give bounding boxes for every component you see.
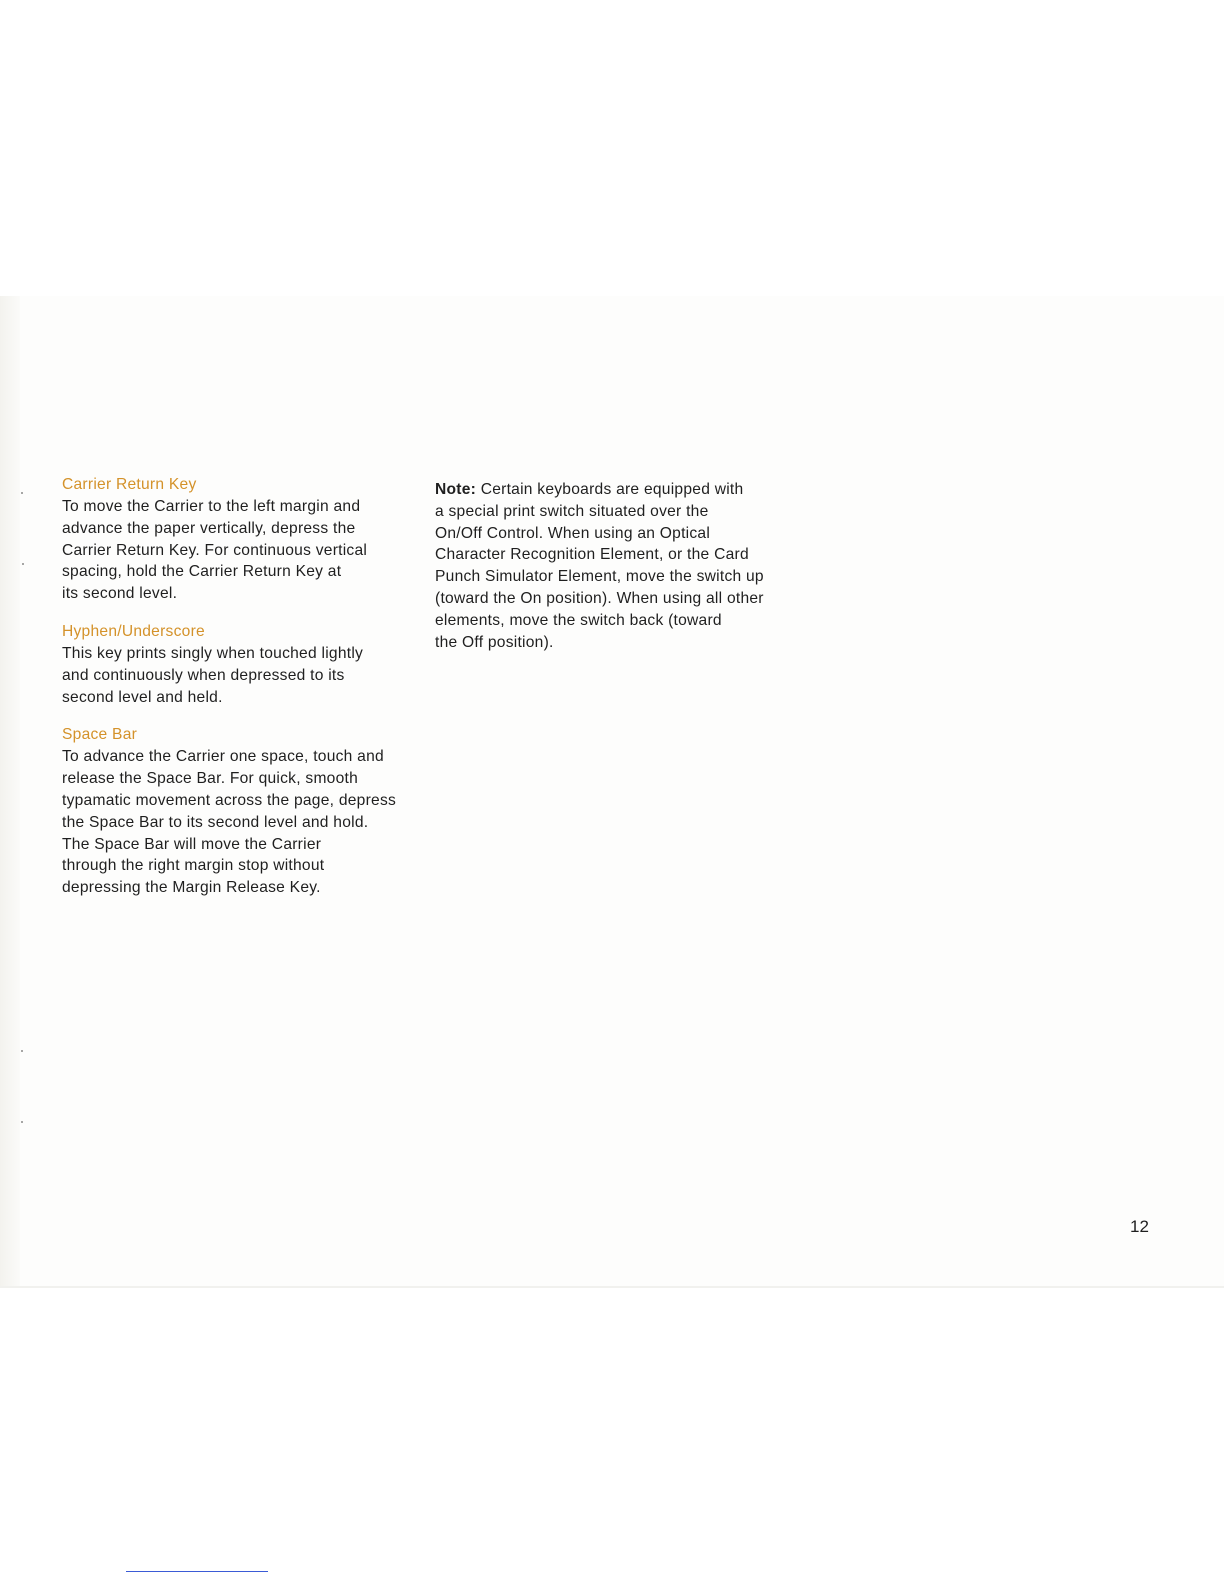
note-line: (toward the On position). When using all other bbox=[435, 589, 764, 607]
note-line: On/Off Control. When using an Optical bbox=[435, 524, 711, 542]
section-heading: Space Bar bbox=[62, 726, 138, 744]
body-line: The Space Bar will move the Carrier bbox=[62, 835, 322, 853]
section-heading: Hyphen/Underscore bbox=[62, 622, 205, 640]
body-line: To move the Carrier to the left margin and bbox=[62, 498, 361, 515]
scan-speck bbox=[22, 563, 24, 565]
body-line: Carrier Return Key. For continuous vertical bbox=[62, 541, 368, 559]
left-column bbox=[62, 474, 422, 915]
page-bottom-edge bbox=[0, 1286, 1224, 1288]
note-block bbox=[435, 479, 795, 653]
scan-speck bbox=[21, 1121, 23, 1123]
body-line: and continuously when depressed to its bbox=[62, 666, 345, 684]
section-hyphen-underscore bbox=[62, 621, 422, 708]
section-space-bar bbox=[62, 724, 422, 899]
note-line: Punch Simulator Element, move the switch up bbox=[435, 568, 764, 586]
note-line: Character Recognition Element, or the Card bbox=[435, 546, 749, 564]
page-binding-edge bbox=[0, 296, 20, 1288]
note-line: a special print switch situated over the bbox=[435, 502, 709, 520]
note-label: Note: bbox=[435, 481, 477, 498]
note-first-line bbox=[435, 479, 795, 501]
right-column bbox=[435, 479, 795, 669]
body-line: spacing, hold the Carrier Return Key at bbox=[62, 563, 342, 581]
body-line: second level and held. bbox=[62, 688, 223, 706]
scan-speck bbox=[21, 1050, 23, 1052]
note-line: the Off position). bbox=[435, 633, 554, 651]
page-number: 12 bbox=[1130, 1217, 1149, 1236]
section-carrier-return-key bbox=[62, 474, 422, 605]
section-heading: Carrier Return Key bbox=[62, 476, 197, 493]
body-line: To advance the Carrier one space, touch and bbox=[62, 748, 384, 766]
body-line: release the Space Bar. For quick, smooth bbox=[62, 770, 359, 788]
note-first-line-text: Certain keyboards are equipped with bbox=[476, 481, 744, 498]
blue-rule-line bbox=[126, 1571, 268, 1572]
body-line: typamatic movement across the page, depress bbox=[62, 791, 397, 809]
body-line: This key prints singly when touched lightly bbox=[62, 644, 364, 662]
body-line: the Space Bar to its second level and hold. bbox=[62, 813, 369, 831]
body-line: its second level. bbox=[62, 585, 178, 603]
body-line: advance the paper vertically, depress the bbox=[62, 519, 356, 537]
body-line: depressing the Margin Release Key. bbox=[62, 879, 321, 897]
note-line: elements, move the switch back (toward bbox=[435, 611, 722, 629]
scan-speck bbox=[21, 492, 23, 494]
body-line: through the right margin stop without bbox=[62, 857, 325, 875]
